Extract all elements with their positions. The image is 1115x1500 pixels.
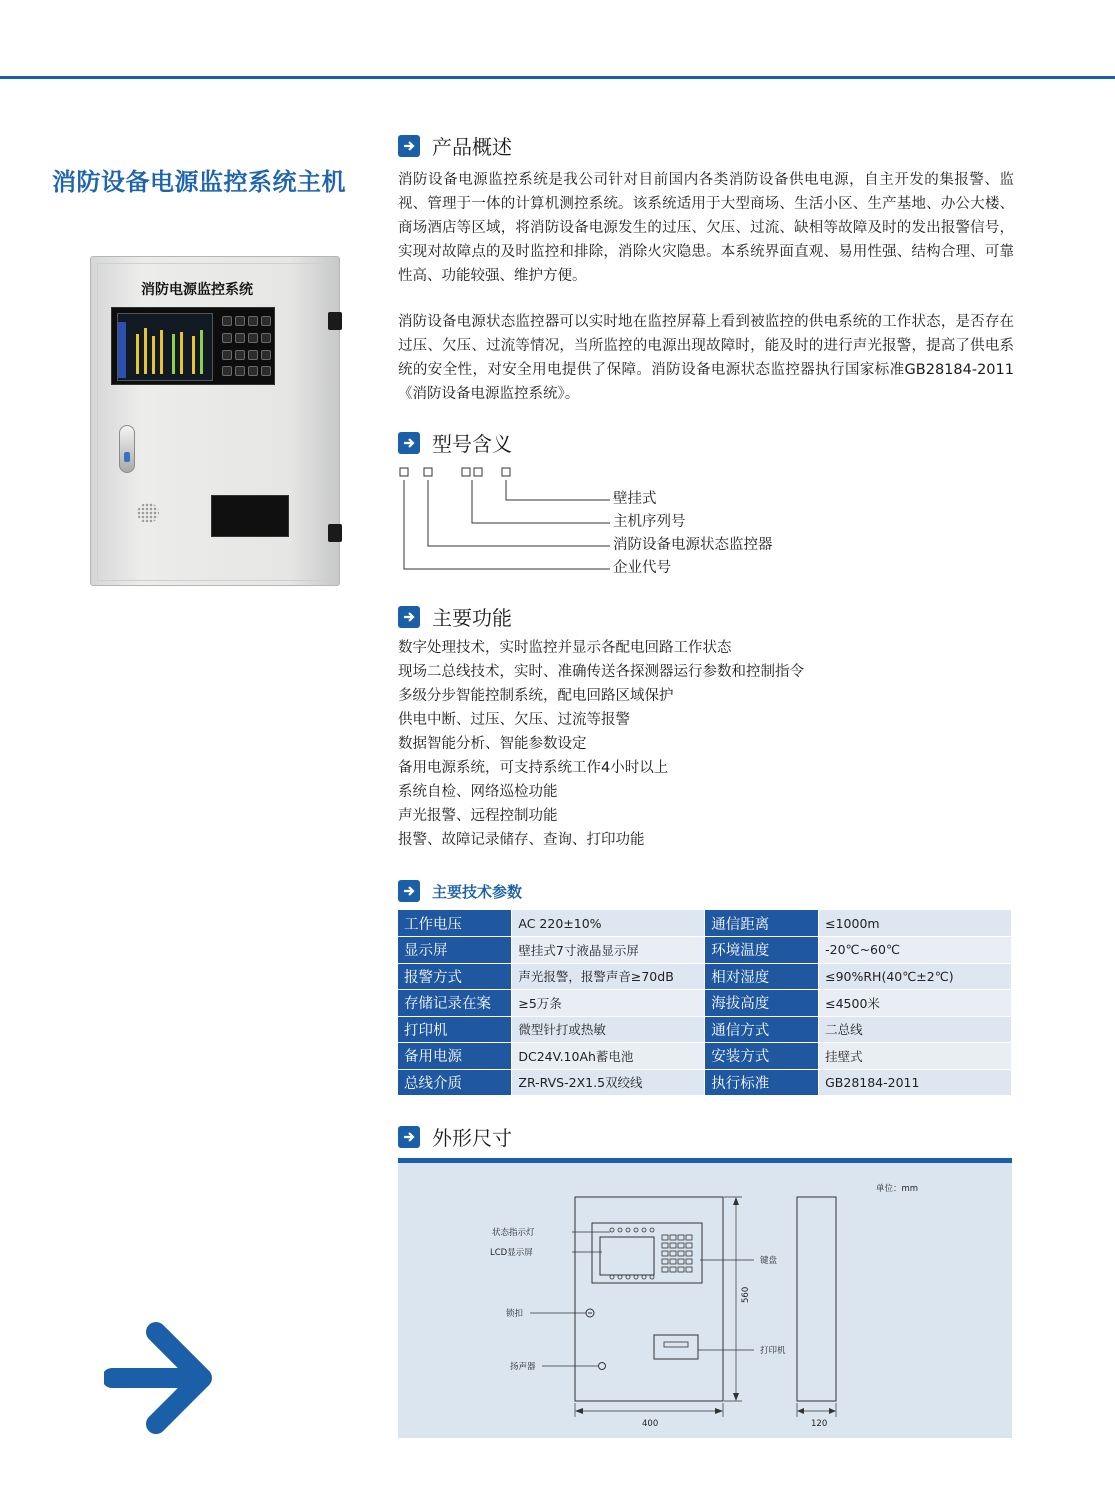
section-title: 产品概述 xyxy=(432,135,512,159)
cabinet-printer xyxy=(211,495,289,537)
arrow-right-icon xyxy=(398,606,420,628)
spec-table xyxy=(398,910,1012,1096)
cabinet-lcd-screen xyxy=(117,313,213,381)
dimension-width: 400 xyxy=(642,1419,659,1429)
model-diagram xyxy=(398,466,818,586)
model-labels xyxy=(613,488,773,580)
callout-status-light: 状态指示灯 xyxy=(492,1228,535,1238)
arrow-right-icon xyxy=(398,432,420,454)
table-row xyxy=(398,910,1012,937)
section-title: 主要技术参数 xyxy=(432,882,523,901)
model-label: 主机序列号 xyxy=(613,514,686,530)
spec-key: 显示屏 xyxy=(398,937,512,964)
section-title: 主要功能 xyxy=(432,606,512,630)
spec-value: 壁挂式7寸液晶显示屏 xyxy=(512,937,705,964)
list-item: 报警、故障记录储存、查询、打印功能 xyxy=(398,832,645,848)
spec-value: DC24V.10Ah蓄电池 xyxy=(512,1043,705,1070)
spec-key: 打印机 xyxy=(398,1016,512,1043)
section-header-model xyxy=(398,428,512,457)
spec-value: 挂壁式 xyxy=(819,1043,1012,1070)
callout-speaker: 扬声器 xyxy=(510,1362,536,1372)
callout-lcd: LCD显示屏 xyxy=(490,1248,533,1258)
section-title: 型号含义 xyxy=(432,432,512,456)
arrow-right-icon xyxy=(398,880,420,902)
table-row xyxy=(398,937,1012,964)
product-image xyxy=(90,256,342,586)
overview-paragraph-1: 消防设备电源监控系统是我公司针对目前国内各类消防设备供电电源，自主开发的集报警、监视、管理于一体的计算机测控系统。该系统适用于大型商场、生活小区、生产基地、办公大楼、商场酒店等区域，将消防设备电源发生的过压、欠压、过流、缺相等故障及时的发出报警信号，实现对故障点的及时监控和排除，消除火灾隐患。本系统界面直观、易用性强、结构合理、可靠性高、功能较强、维护方便。 xyxy=(398,172,1014,284)
list-item: 现场二总线技术，实时、准确传送各探测器运行参数和控制指令 xyxy=(398,664,804,680)
spec-value: AC 220±10% xyxy=(512,910,705,937)
dimension-depth: 120 xyxy=(811,1419,828,1429)
spec-value: 微型针打或热敏 xyxy=(512,1016,705,1043)
spec-value: ≥5万条 xyxy=(512,990,705,1017)
model-label: 壁挂式 xyxy=(613,491,657,507)
spec-key: 通信方式 xyxy=(705,1016,819,1043)
table-row xyxy=(398,963,1012,990)
list-item: 多级分步智能控制系统，配电回路区域保护 xyxy=(398,688,674,704)
section-title: 外形尺寸 xyxy=(432,1126,512,1150)
spec-value: ≤90%RH(40℃±2℃) xyxy=(819,963,1012,990)
spec-key: 环境温度 xyxy=(705,937,819,964)
model-label: 企业代号 xyxy=(613,560,671,576)
spec-value: -20℃~60℃ xyxy=(819,937,1012,964)
cabinet-body xyxy=(90,256,340,586)
spec-key: 工作电压 xyxy=(398,910,512,937)
unit-label: 单位：mm xyxy=(876,1184,919,1194)
spec-value: ≤4500米 xyxy=(819,990,1012,1017)
arrow-right-icon xyxy=(104,1322,222,1434)
model-label: 消防设备电源状态监控器 xyxy=(613,537,773,553)
section-header-specs xyxy=(398,880,522,902)
spec-key: 执行标准 xyxy=(705,1069,819,1096)
arrow-right-icon xyxy=(398,1126,420,1148)
callout-printer: 打印机 xyxy=(760,1346,786,1356)
cabinet-speaker xyxy=(137,503,159,523)
spec-key: 海拔高度 xyxy=(705,990,819,1017)
function-list xyxy=(398,636,804,852)
spec-key: 备用电源 xyxy=(398,1043,512,1070)
list-item: 数据智能分析、智能参数设定 xyxy=(398,736,587,752)
section-header-dimensions xyxy=(398,1122,512,1151)
dimension-drawing xyxy=(398,1158,1012,1438)
cabinet-keypad xyxy=(222,316,272,380)
list-item: 系统自检、网络巡检功能 xyxy=(398,784,558,800)
header-rule xyxy=(0,76,1115,79)
spec-value: ≤1000m xyxy=(819,910,1012,937)
spec-value: GB28184-2011 xyxy=(819,1069,1012,1096)
list-item: 数字处理技术，实时监控并显示各配电回路工作状态 xyxy=(398,640,732,656)
list-item: 供电中断、过压、欠压、过流等报警 xyxy=(398,712,630,728)
spec-key: 存储记录在案 xyxy=(398,990,512,1017)
cabinet-hinge-top xyxy=(328,312,342,330)
dimension-drawing-svg xyxy=(398,1163,1012,1438)
spec-value: 声光报警，报警声音≥70dB xyxy=(512,963,705,990)
overview-paragraph-2: 消防设备电源状态监控器可以实时地在监控屏幕上看到被监控的供电系统的工作状态，是否存在过压、欠压、过流等情况，当所监控的电源出现故障时，能及时的进行声光报警，提高了供电系统的安全性，对安全用电提供了保障。消防设备电源状态监控器执行国家标准GB28184-2011《消防设备电源监控系统》。 xyxy=(398,314,1014,402)
spec-key: 相对湿度 xyxy=(705,963,819,990)
spec-key: 通信距离 xyxy=(705,910,819,937)
spec-value: ZR-RVS-2X1.5双绞线 xyxy=(512,1069,705,1096)
list-item: 备用电源系统，可支持系统工作4小时以上 xyxy=(398,760,669,776)
cabinet-control-panel xyxy=(111,307,275,385)
callout-keyboard: 键盘 xyxy=(760,1256,778,1266)
spec-key: 安装方式 xyxy=(705,1043,819,1070)
cabinet-lock xyxy=(119,425,135,473)
table-row xyxy=(398,1069,1012,1096)
section-header-overview xyxy=(398,131,512,160)
table-row xyxy=(398,1016,1012,1043)
cabinet-panel-title: 消防电源监控系统 xyxy=(141,282,253,298)
spec-value: 二总线 xyxy=(819,1016,1012,1043)
model-code-lines xyxy=(398,466,618,586)
cabinet-hinge-bottom xyxy=(328,524,342,542)
table-row xyxy=(398,990,1012,1017)
list-item: 声光报警、远程控制功能 xyxy=(398,808,558,824)
spec-key: 总线介质 xyxy=(398,1069,512,1096)
arrow-right-icon xyxy=(398,135,420,157)
table-row xyxy=(398,1043,1012,1070)
page-title: 消防设备电源监控系统主机 xyxy=(52,168,346,196)
spec-key: 报警方式 xyxy=(398,963,512,990)
dimension-height: 560 xyxy=(741,1286,751,1303)
section-header-functions xyxy=(398,602,512,631)
callout-lock: 锁扣 xyxy=(506,1309,524,1319)
